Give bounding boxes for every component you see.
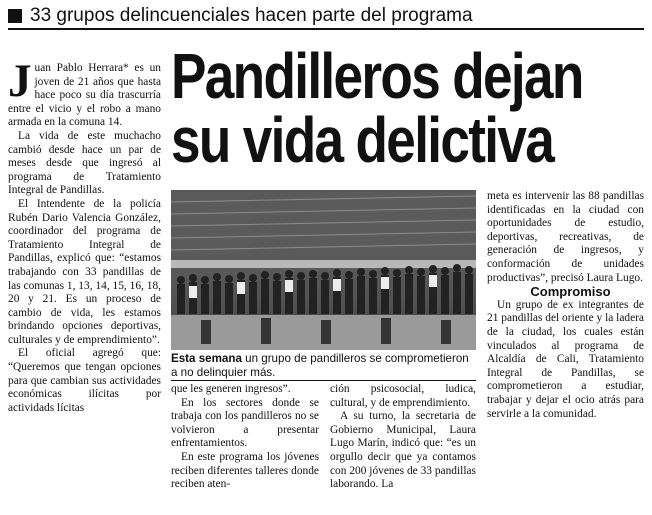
paragraph: La vida de este muchacho cambió desde hace un par de meses desde que ingresó al programa de Tratamiento Integral de Pandillas. [8,129,161,197]
caption-divider [171,380,476,381]
paragraph: A su turno, la secretaria de Gobierno Municipal, Laura Lugo Marín, indicó que: “es un orgullo decir que ya contamos con 200 jóvenes de 33 pandillas laborando. La [330,410,476,491]
drop-cap: J [8,55,32,107]
headline-line-1: Pandilleros dejan [171,40,583,112]
kicker-square-icon [8,9,22,23]
paragraph: En los sectores donde se trabaja con los pandilleros no se volvieron a presentar enfrentamientos. [171,396,319,450]
section-subhead: Compromiso [530,284,611,300]
article-photo [171,190,476,350]
paragraph: El Intendente de la policía Rubén Dario Valencia González, coordinador del programa de Tratamiento Integral de Pandillas, explicó que: “estamos trabajando con 33 pandillas de las comunas 1, 13, 14, 15, 16, 18, 20 y 21. Es un proceso de cambio de vida, les estamos brindando opciones deportivas, culturales y de emprendimiento”. [8,197,161,346]
article-column-1 [8,55,161,415]
caption-text: un grupo de pandilleros se comprometieron a no delinquier más. [171,352,469,379]
article-column-3 [330,383,476,492]
article-column-2 [171,383,319,492]
paragraph: El oficial agregó que: “Queremos que tengan opciones para que cambian sus actividades económicas ilícitas por actividads lícitas [8,347,161,414]
paragraph: ción psicosocial, ludica, cultural, y de emprendimiento. [330,383,476,409]
headline [171,40,583,176]
photo-caption [171,352,476,379]
paragraph: En este programa los jóvenes reciben diferentes talleres donde reciben aten- [171,450,319,491]
caption-lead: Esta semana [171,352,242,365]
kicker-text: 33 grupos delincuenciales hacen parte del programa [30,5,473,26]
paragraph: meta es intervenir las 88 pandillas identificadas en la ciudad con oportunidades de estudio, deportivas, recreativas, de generación de ingresos, y conformación de unidades productivas”, precisó Laura Lugo. [487,190,644,284]
lead-text: uan Pablo Herrara* es un joven de 21 años que hasta hace poco su día trascurría entre el vicio y el robo a mano armada en la comuna 14. [8,62,161,129]
headline-line-2: su vida delictiva [171,104,554,176]
lead-paragraph [8,55,161,130]
paragraph: que les generen ingresos”. [171,383,291,395]
paragraph: Un grupo de ex integrantes de 21 pandillas del oriente y la ladera de la ciudad, los cuales están vinculados al programa de Alcaldía de Cali, Tratamiento Integral de Pandillas, se comprometieron a estudiar, trabajar y dejar el ocio atrás para servirle a la comunidad. [487,298,644,420]
kicker-bar [8,4,644,30]
article-column-4 [487,190,644,421]
crowd-photo-illustration [171,190,476,350]
